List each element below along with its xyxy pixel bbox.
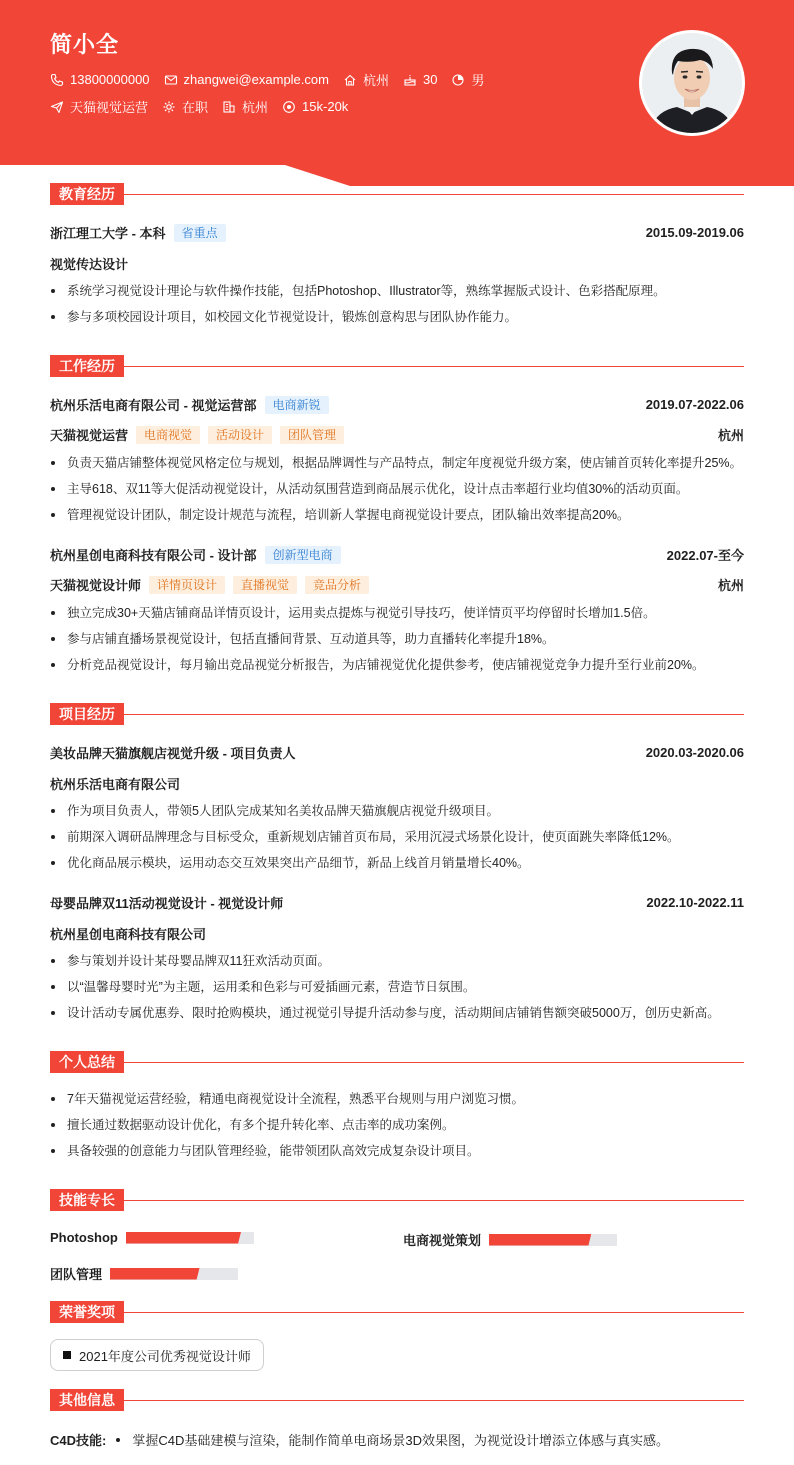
summary-title-text: 个人总结	[50, 1051, 124, 1073]
summary-section-title	[50, 1051, 744, 1073]
project-1-company: 杭州乐活电商有限公司	[50, 777, 181, 792]
target-city-text: 杭州	[242, 100, 269, 115]
skill-name: Photoshop	[50, 1230, 118, 1245]
education-period: 2015.09-2019.06	[645, 225, 744, 240]
project-2-company: 杭州星创电商科技有限公司	[50, 927, 207, 942]
coin-icon	[282, 100, 296, 114]
list-item: 参与店铺直播场景视觉设计，包括直播间背景、互动道具等，助力直播转化率提升18%。	[50, 626, 744, 652]
project-1-bullets	[50, 798, 744, 876]
job-2-row	[50, 545, 744, 564]
job-2-role-row	[50, 575, 744, 594]
skill-name: 团队管理	[50, 1267, 103, 1282]
award-chip	[50, 1339, 264, 1371]
project-1-row	[50, 743, 744, 762]
phone-icon	[50, 73, 64, 87]
job-1-tag: 电商视觉	[136, 426, 200, 444]
gender-text: 男	[471, 73, 485, 88]
projects-section-title	[50, 703, 744, 725]
resume-header	[0, 0, 794, 186]
salary-text: 15k-20k	[302, 99, 349, 114]
email-info	[164, 72, 329, 87]
job-2-tag: 详情页设计	[149, 576, 225, 594]
school-badge: 省重点	[174, 224, 226, 242]
cake-icon	[403, 73, 417, 87]
skill-item	[403, 1230, 617, 1249]
education-major: 视觉传达设计	[50, 257, 129, 272]
awards-section	[50, 1301, 744, 1323]
status-info	[162, 97, 208, 116]
projects-title-text: 项目经历	[50, 703, 124, 725]
other-section-title	[50, 1389, 744, 1411]
other-title-text: 其他信息	[50, 1389, 124, 1411]
project-2-row	[50, 893, 744, 912]
education-row	[50, 223, 744, 242]
list-item: 以“温馨母婴时光”为主题，运用柔和色彩与可爱插画元素，营造节日氛围。	[50, 974, 744, 1000]
job-2-tag: 竞品分析	[305, 576, 369, 594]
job-1-tag: 活动设计	[208, 426, 272, 444]
status-text: 在职	[182, 100, 209, 115]
skills-title-text: 技能专长	[50, 1189, 124, 1211]
skill-bar	[110, 1268, 238, 1280]
age-text: 30	[422, 72, 438, 87]
list-item: 设计活动专属优惠券、限时抢购模块，通过视觉引导提升活动参与度，活动期间店铺销售额突破5000万，创历史新高。	[50, 1000, 744, 1026]
section-divider	[124, 1312, 744, 1313]
square-bullet-icon	[63, 1351, 71, 1359]
skills-section	[50, 1189, 744, 1284]
education-section-title	[50, 183, 744, 205]
skill-bar	[489, 1234, 617, 1246]
skill-bar-fill	[126, 1232, 241, 1244]
job-2-company: 杭州星创电商科技有限公司 - 设计部	[50, 548, 257, 563]
list-item: 主导618、双11等大促活动视觉设计，从活动氛围营造到商品展示优化，设计点击率超行业均值30%的活动页面。	[50, 476, 744, 502]
job-2-bullets	[50, 600, 744, 678]
job-info	[50, 97, 148, 116]
job-intent-row	[50, 97, 362, 116]
job-1-role: 天猫视觉运营	[50, 428, 129, 443]
age-info	[403, 72, 437, 87]
home-icon	[343, 73, 357, 87]
phone-text: 13800000000	[70, 72, 150, 87]
list-item: 系统学习视觉设计理论与软件操作技能，包括Photoshop、Illustrator等，熟练掌握版式设计、色彩搭配原理。	[50, 278, 744, 304]
list-item: 分析竞品视觉设计，每月输出竞品视觉分析报告，为店铺视觉优化提供参考，使店铺视觉竞争力提升至行业前20%。	[50, 652, 744, 678]
section-divider	[124, 714, 744, 715]
job-text: 天猫视觉运营	[70, 100, 149, 115]
skill-name: 电商视觉策划	[403, 1233, 482, 1248]
job-1-tag: 团队管理	[280, 426, 344, 444]
mail-icon	[164, 73, 178, 87]
gender-icon	[451, 73, 465, 87]
job-1-company: 杭州乐活电商有限公司 - 视觉运营部	[50, 398, 257, 413]
work-section-title	[50, 355, 744, 377]
awards-section-title	[50, 1301, 744, 1323]
avatar	[639, 30, 745, 136]
other-section	[50, 1389, 744, 1411]
projects-section	[50, 703, 744, 1033]
building-icon	[222, 100, 236, 114]
phone-info	[50, 72, 150, 87]
section-divider	[124, 1062, 744, 1063]
list-item: 前期深入调研品牌理念与目标受众，重新规划店铺首页布局，采用沉浸式场景化设计，使页面跳失率降低12%。	[50, 824, 744, 850]
other-label: C4D技能:	[50, 1433, 107, 1448]
email-text: zhangwei@example.com	[183, 72, 329, 87]
job-2-tag: 直播视觉	[233, 576, 297, 594]
awards-list	[50, 1339, 744, 1371]
project-1-period: 2020.03-2020.06	[645, 745, 744, 760]
list-item: 优化商品展示模块，运用动态交互效果突出产品细节，新品上线首月销量增长40%。	[50, 850, 744, 876]
award-text: 2021年度公司优秀视觉设计师	[79, 1348, 251, 1364]
summary-section	[50, 1051, 744, 1171]
target-city-info	[222, 97, 268, 116]
section-divider	[124, 1400, 744, 1401]
contact-row	[50, 70, 498, 89]
skill-item	[50, 1264, 238, 1283]
skill-bar	[126, 1232, 254, 1244]
other-item	[50, 1430, 669, 1449]
project-2-name: 母婴品牌双11活动视觉设计 - 视觉设计师	[50, 896, 284, 911]
avatar-portrait	[642, 33, 742, 133]
salary-info	[282, 99, 348, 114]
job-2-period: 2022.07-至今	[666, 548, 744, 563]
other-content	[50, 1430, 744, 1448]
skills-section-title	[50, 1189, 744, 1211]
skill-bar-fill	[110, 1268, 200, 1280]
section-divider	[124, 1200, 744, 1201]
list-item: 具备较强的创意能力与团队管理经验，能带领团队高效完成复杂设计项目。	[50, 1138, 744, 1164]
gender-info	[451, 70, 484, 89]
work-title-text: 工作经历	[50, 355, 124, 377]
send-icon	[50, 100, 64, 114]
list-item: 7年天猫视觉运营经验，精通电商视觉设计全流程，熟悉平台规则与用户浏览习惯。	[50, 1086, 744, 1112]
job-1-period: 2019.07-2022.06	[645, 397, 744, 412]
job-1-city: 杭州	[717, 428, 744, 443]
list-item: 参与策划并设计某母婴品牌双11狂欢活动页面。	[50, 948, 744, 974]
job-2-role: 天猫视觉设计师	[50, 578, 142, 593]
project-2-period: 2022.10-2022.11	[646, 895, 744, 910]
work-section	[50, 355, 744, 685]
job-1-badge: 电商新锐	[265, 396, 329, 414]
list-item: 擅长通过数据驱动设计优化，有多个提升转化率、点击率的成功案例。	[50, 1112, 744, 1138]
job-1-row	[50, 395, 744, 414]
school-name: 浙江理工大学 - 本科	[50, 226, 166, 241]
list-item: 管理视觉设计团队，制定设计规范与流程，培训新人掌握电商视觉设计要点，团队输出效率提高20%。	[50, 502, 744, 528]
gear-icon	[162, 100, 176, 114]
list-item: 负责天猫店铺整体视觉风格定位与规划，根据品牌调性与产品特点，制定年度视觉升级方案，使店铺首页转化率提升25%。	[50, 450, 744, 476]
list-item: 独立完成30+天猫店铺商品详情页设计，运用卖点提炼与视觉引导技巧，使详情页平均停留时长增加1.5倍。	[50, 600, 744, 626]
summary-bullets	[50, 1086, 744, 1164]
education-title-text: 教育经历	[50, 183, 124, 205]
candidate-name: 简小全	[50, 32, 120, 57]
other-text: 掌握C4D基础建模与渲染，能制作简单电商场景3D效果图，为视觉设计增添立体感与真实感。	[132, 1433, 669, 1448]
list-item: 作为项目负责人，带领5人团队完成某知名美妆品牌天猫旗舰店视觉升级项目。	[50, 798, 744, 824]
job-2-city: 杭州	[717, 578, 744, 593]
city-text: 杭州	[362, 73, 389, 88]
job-1-bullets	[50, 450, 744, 528]
job-2-badge: 创新型电商	[265, 546, 341, 564]
education-bullets	[50, 278, 744, 330]
skill-item	[50, 1230, 254, 1245]
bullet-dot	[116, 1438, 120, 1442]
education-section	[50, 183, 744, 333]
job-1-role-row	[50, 425, 744, 444]
project-1-name: 美妆品牌天猫旗舰店视觉升级 - 项目负责人	[50, 746, 296, 761]
list-item: 参与多项校园设计项目，如校园文化节视觉设计，锻炼创意构思与团队协作能力。	[50, 304, 744, 330]
section-divider	[124, 366, 744, 367]
skill-bar-fill	[489, 1234, 591, 1246]
project-2-bullets	[50, 948, 744, 1026]
section-divider	[124, 194, 744, 195]
city-info	[343, 70, 389, 89]
awards-title-text: 荣誉奖项	[50, 1301, 124, 1323]
